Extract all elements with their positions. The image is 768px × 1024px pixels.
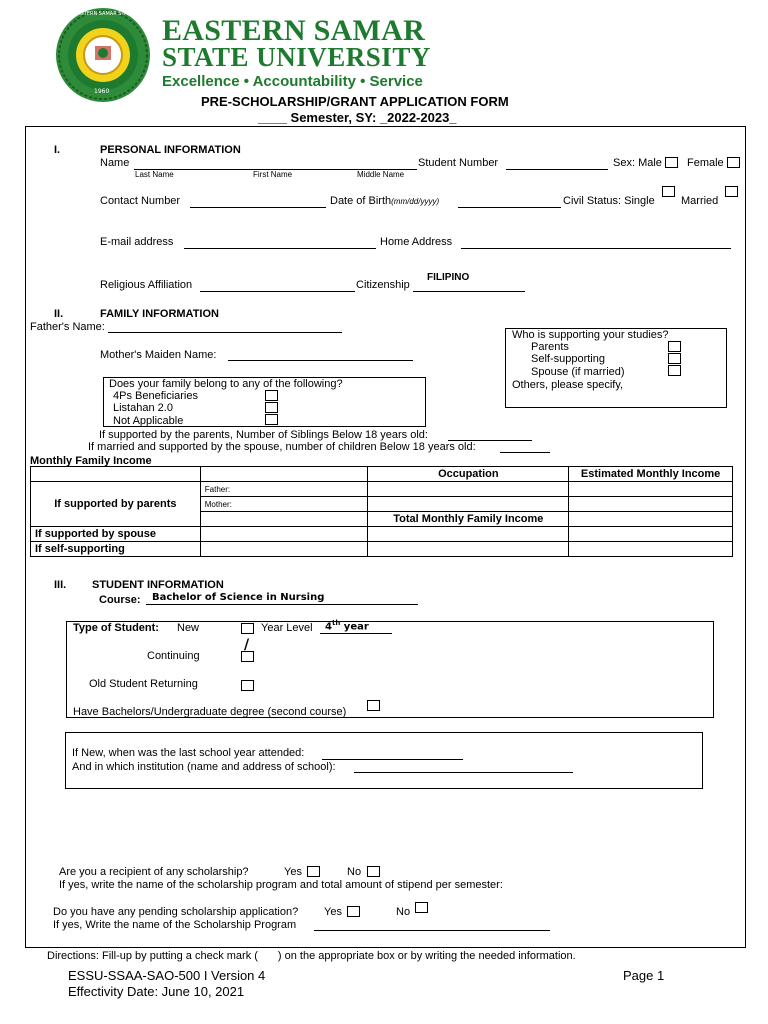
section-number-2: II. [54, 308, 64, 320]
total-income-cell[interactable] [569, 512, 733, 527]
directions-part-b: ) on the appropriate box or by writing the needed information. [277, 950, 576, 962]
continuing-check-mark: / [244, 637, 250, 653]
last-name-caption: Last Name [135, 170, 174, 179]
school-year: _2022-2023_ [379, 110, 457, 125]
father-line[interactable] [108, 332, 342, 333]
dob-line[interactable] [458, 207, 561, 208]
old-student-label: Old Student Returning [89, 678, 198, 690]
recipient-yes-checkbox[interactable] [307, 866, 320, 877]
table-cell [200, 467, 368, 482]
first-name-caption: First Name [253, 170, 293, 179]
support-option-self: Self-supporting [531, 353, 605, 365]
dob-label-text: Date of Birth [330, 195, 392, 207]
row-self-label: If self-supporting [31, 542, 201, 557]
pending-no-checkbox[interactable] [415, 902, 428, 913]
year-level-label: Year Level [261, 622, 313, 634]
married-label: Married [681, 195, 719, 207]
institution-line[interactable] [354, 772, 573, 773]
course-line[interactable] [146, 604, 418, 605]
father-occupation-cell[interactable] [368, 482, 569, 497]
recipient-question: Are you a recipient of any scholarship? [59, 866, 249, 878]
new-label: New [177, 622, 200, 634]
children-label: If married and supported by the spouse, number of children Below 18 years old: [88, 441, 476, 453]
seal-text: EASTERN SAMAR STATE UNIVERSITY [74, 11, 165, 17]
effectivity-date: Effectivity Date: June 10, 2021 [68, 984, 245, 999]
university-seal [52, 6, 165, 104]
year-level-number: 4 [325, 621, 332, 633]
income-title: Monthly Family Income [30, 455, 152, 467]
spouse-cell-c[interactable] [569, 527, 733, 542]
support-others: Others, please specify, [512, 379, 624, 391]
female-checkbox[interactable] [727, 157, 740, 168]
recipient-no-label: No [347, 866, 362, 878]
mother-occupation-cell[interactable] [368, 497, 569, 512]
page-number: Page 1 [623, 968, 665, 983]
belong-4ps-checkbox[interactable] [265, 390, 278, 401]
university-name-line1: EASTERN SAMAR [162, 14, 426, 47]
student-number-label: Student Number [418, 157, 499, 169]
father-income-cell[interactable] [569, 482, 733, 497]
institution-label: And in which institution (name and address of school): [72, 761, 336, 773]
pending-detail: If yes, Write the name of the Scholarship Program [53, 919, 297, 931]
bachelor-checkbox[interactable] [367, 700, 380, 711]
mother-label: Mother's Maiden Name: [100, 349, 217, 361]
belong-na-checkbox[interactable] [265, 414, 278, 425]
pending-yes-label: Yes [324, 906, 342, 918]
total-income-label: Total Monthly Family Income [368, 512, 569, 527]
self-cell-a[interactable] [200, 542, 368, 557]
middle-name-caption: Middle Name [357, 170, 405, 179]
single-checkbox[interactable] [662, 186, 675, 197]
student-type-box [66, 621, 714, 718]
name-label: Name [100, 157, 130, 169]
home-address-label: Home Address [380, 236, 453, 248]
support-self-checkbox[interactable] [668, 353, 681, 364]
support-spouse-checkbox[interactable] [668, 365, 681, 376]
old-student-checkbox[interactable] [241, 680, 254, 691]
belong-option-listahan: Listahan 2.0 [113, 402, 173, 414]
religion-label: Religious Affiliation [100, 279, 193, 291]
form-code: ESSU-SSAA-SAO-500 I Version 4 [68, 968, 266, 983]
university-motto: Excellence • Accountability • Service [162, 73, 423, 90]
pending-question: Do you have any pending scholarship application? [53, 906, 299, 918]
spouse-cell-a[interactable] [200, 527, 368, 542]
bachelor-label: Have Bachelors/Undergraduate degree (second course) [73, 706, 347, 718]
section-title-personal: PERSONAL INFORMATION [100, 144, 241, 156]
self-cell-c[interactable] [569, 542, 733, 557]
religion-line[interactable] [200, 291, 355, 292]
support-question: Who is supporting your studies? [512, 329, 669, 341]
seal-year: 1960 [94, 88, 110, 95]
mother-cell-label: Mother: [200, 497, 368, 512]
children-line[interactable] [500, 452, 550, 453]
form-title: PRE-SCHOLARSHIP/GRANT APPLICATION FORM [201, 94, 509, 109]
home-address-line[interactable] [461, 248, 731, 249]
table-row [31, 467, 733, 482]
married-checkbox[interactable] [725, 186, 738, 197]
pending-detail-line[interactable] [314, 930, 550, 931]
siblings-label: If supported by the parents, Number of Siblings Below 18 years old: [99, 429, 428, 441]
pending-no-label: No [396, 906, 411, 918]
income-table [30, 466, 733, 557]
table-cell [200, 512, 368, 527]
recipient-no-checkbox[interactable] [367, 866, 380, 877]
belong-listahan-checkbox[interactable] [265, 402, 278, 413]
year-level-word: year [343, 621, 369, 633]
father-cell-label: Father: [200, 482, 368, 497]
belong-option-na: Not Applicable [113, 415, 184, 427]
citizenship-label: Citizenship [356, 279, 410, 291]
university-name-line2: STATE UNIVERSITY [162, 42, 431, 72]
last-sy-label: If New, when was the last school year attended: [72, 747, 305, 759]
citizenship-value: FILIPINO [427, 272, 470, 283]
dob-format: (mm/dd/yyyy) [391, 197, 440, 206]
year-level-line[interactable] [320, 633, 392, 634]
contact-label: Contact Number [100, 195, 181, 207]
section-number-3: III. [54, 579, 67, 591]
col-income-header: Estimated Monthly Income [569, 467, 733, 482]
citizenship-line[interactable] [413, 291, 525, 292]
pending-yes-checkbox[interactable] [347, 906, 360, 917]
mother-line[interactable] [228, 360, 413, 361]
table-row [31, 542, 733, 557]
male-checkbox[interactable] [665, 157, 678, 168]
semester-prefix: ____ Semester, SY: [258, 110, 380, 125]
type-label: Type of Student: [73, 622, 159, 634]
course-label: Course: [99, 594, 141, 606]
table-row [31, 482, 733, 497]
year-level-value [325, 619, 369, 632]
col-occupation-header: Occupation [368, 467, 569, 482]
mother-income-cell[interactable] [569, 497, 733, 512]
student-number-line[interactable] [506, 169, 608, 170]
continuing-label: Continuing [147, 650, 200, 662]
year-level-suffix: th [331, 619, 341, 627]
support-option-spouse: Spouse (if married) [531, 366, 625, 378]
father-label: Father's Name: [30, 321, 105, 333]
course-value: Bachelor of Science in Nursing [152, 592, 325, 603]
email-label: E-mail address [100, 236, 174, 248]
last-sy-line[interactable] [322, 759, 463, 760]
recipient-detail: If yes, write the name of the scholarship program and total amount of stipend per semester: [59, 879, 503, 891]
section-number-1: I. [54, 144, 61, 156]
belong-option-4ps: 4Ps Beneficiaries [113, 390, 198, 402]
row-spouse-label: If supported by spouse [31, 527, 201, 542]
table-cell [31, 467, 201, 482]
belong-question: Does your family belong to any of the following? [109, 378, 343, 390]
section-title-family: FAMILY INFORMATION [100, 308, 219, 320]
sex-male-label: Sex: Male [613, 157, 662, 169]
email-line[interactable] [184, 248, 376, 249]
section-title-student: STUDENT INFORMATION [92, 579, 224, 591]
contact-line[interactable] [190, 207, 326, 208]
self-cell-b[interactable] [368, 542, 569, 557]
spouse-cell-b[interactable] [368, 527, 569, 542]
directions [47, 950, 576, 962]
civil-status-label: Civil Status: Single [563, 195, 655, 207]
support-option-parents: Parents [531, 341, 569, 353]
recipient-yes-label: Yes [284, 866, 302, 878]
female-label: Female [687, 157, 724, 169]
support-parents-checkbox[interactable] [668, 341, 681, 352]
row-parents-label: If supported by parents [31, 482, 201, 527]
dob-label [330, 195, 439, 207]
semester-line [258, 110, 457, 125]
directions-part-a: Directions: Fill-up by putting a check mark ( [47, 950, 258, 962]
table-row [31, 527, 733, 542]
new-checkbox[interactable] [241, 623, 254, 634]
